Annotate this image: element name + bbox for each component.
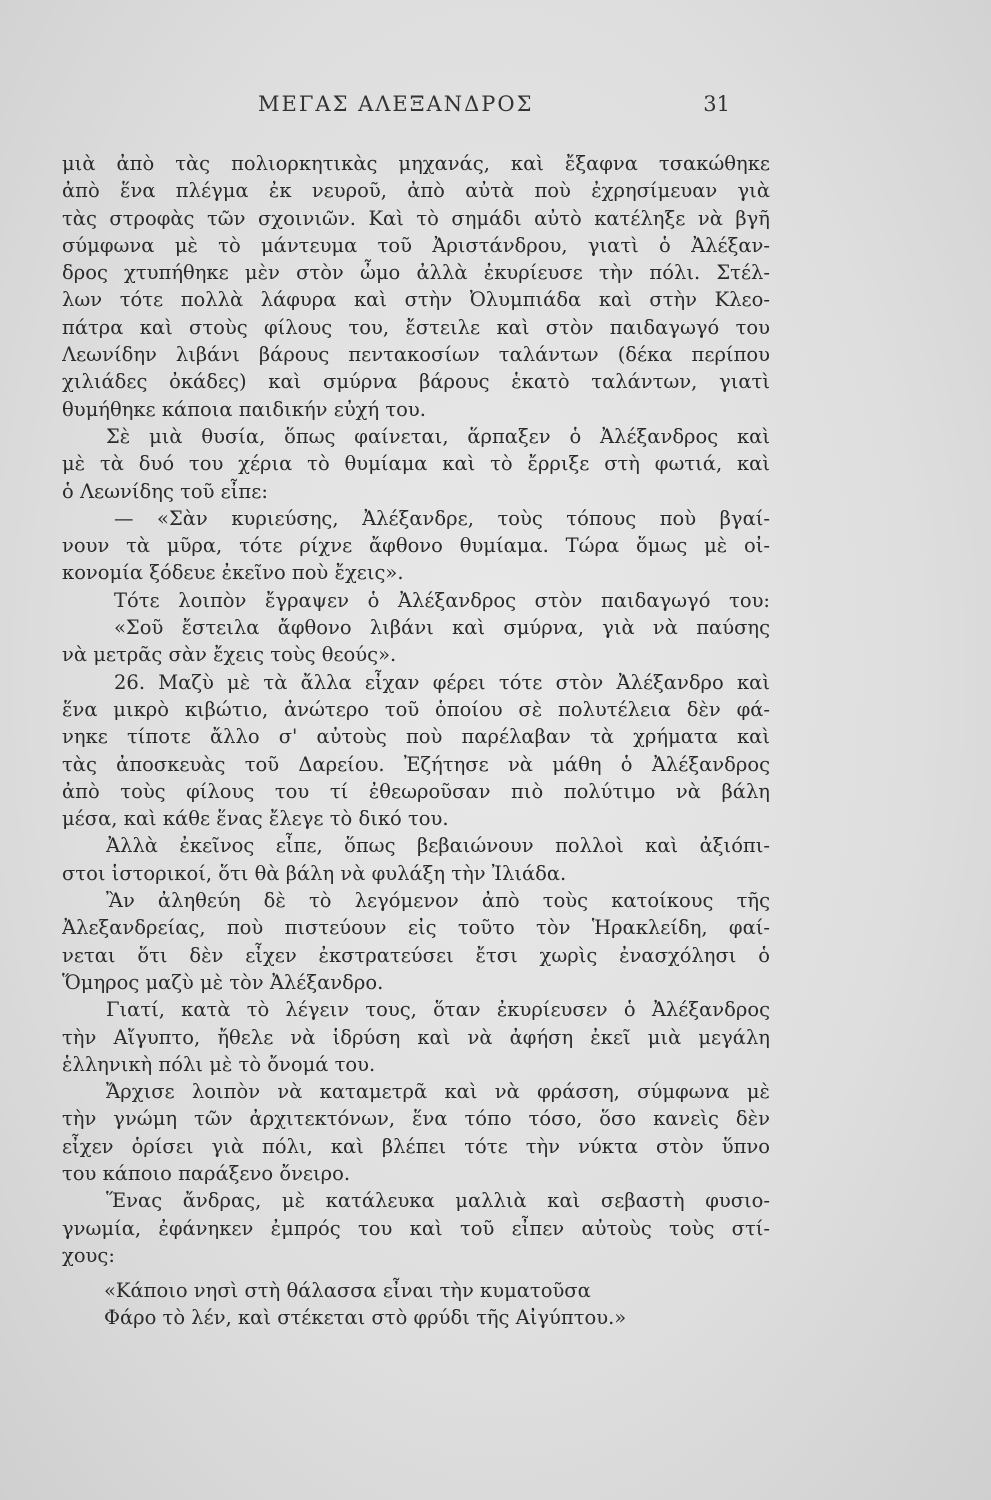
text-line: Ἕνας ἄνδρας, μὲ κατάλευκα μαλλιὰ καὶ σεβαστὴ φυσιο- — [106, 1189, 770, 1213]
text-line: Γιατί, κατὰ τὸ λέγειν τους, ὅταν ἐκυρίευσεν ὁ Ἀλέξανδρος — [106, 998, 770, 1022]
text-line: σύμφωνα μὲ τὸ μάντευμα τοῦ Ἀριστάνδρου, γιατὶ ὁ Ἀλέξαν- — [62, 233, 770, 257]
text-line: θυμήθηκε κάποια παιδικήν εὐχή του. — [62, 397, 426, 421]
text-line: Ἀλεξανδρείας, ποὺ πιστεύουν εἰς τοῦτο τὸν Ἡρακλείδη, φαί- — [62, 916, 770, 940]
text-line: τὰς στροφὰς τῶν σχοινιῶν. Καὶ τὸ σημάδι αὐτὸ κατέληξε νὰ βγῆ — [62, 206, 770, 230]
text-line: λων τότε πολλὰ λάφυρα καὶ στὴν Ὀλυμπιάδα καὶ στὴν Κλεο- — [62, 288, 770, 312]
verse-line: Φάρο τὸ λέν, καὶ στέκεται στὸ φρύδι τῆς Αἰγύπτου.» — [104, 1306, 627, 1330]
text-line: κονομία ξόδευε ἐκεῖνο ποὺ ἔχεις». — [62, 561, 404, 585]
text-line: Λεωνίδην λιβάνι βάρους πεντακοσίων ταλάντων (δέκα περίπου — [62, 343, 770, 367]
text-line: γνωμία, ἐφάνηκεν ἐμπρός του καὶ τοῦ εἶπεν αὐτοὺς τοὺς στί- — [62, 1216, 770, 1240]
text-line: ἀπὸ ἕνα πλέγμα ἐκ νευροῦ, ἀπὸ αὐτὰ ποὺ ἐχρησίμευαν γιὰ — [62, 179, 770, 203]
text-line: στοι ἱστορικοί, ὅτι θὰ βάλη νὰ φυλάξη τὴν Ἰλιάδα. — [62, 861, 567, 885]
text-line: πάτρα καὶ στοὺς φίλους του, ἔστειλε καὶ στὸν παιδαγωγό του — [62, 315, 770, 339]
text-line: χιλιάδες ὀκάδες) καὶ σμύρνα βάρους ἑκατὸ ταλάντων, γιατὶ — [62, 370, 770, 394]
text-line: ἑλληνικὴ πόλι μὲ τὸ ὄνομά του. — [62, 1052, 376, 1076]
text-line: Ἄρχισε λοιπὸν νὰ καταμετρᾶ καὶ νὰ φράσση, σύμφωνα μὲ — [106, 1080, 770, 1104]
text-line: Ἀλλὰ ἐκεῖνος εἶπε, ὅπως βεβαιώνουν πολλοὶ καὶ ἀξιόπι- — [106, 834, 770, 858]
text-line: 26. Μαζὺ μὲ τὰ ἄλλα εἶχαν φέρει τότε στὸν Ἀλέξανδρο καὶ — [114, 670, 770, 694]
text-line: Σὲ μιὰ θυσία, ὅπως φαίνεται, ἅρπαξεν ὁ Ἀλέξανδρος καὶ — [106, 424, 770, 448]
text-line: νεται ὅτι δὲν εἶχεν ἐκστρατεύσει ἔτσι χωρὶς ἐνασχόλησι ὁ — [62, 943, 770, 967]
page-number: 31 — [703, 92, 730, 116]
text-line: Ὅμηρος μαζὺ μὲ τὸν Ἀλέξανδρο. — [62, 970, 384, 994]
text-line: μὲ τὰ δυό του χέρια τὸ θυμίαμα καὶ τὸ ἔρριξε στὴ φωτιά, καὶ — [62, 452, 770, 476]
text-line: ἀπὸ τοὺς φίλους του τί ἐθεωροῦσαν πιὸ πολύτιμο νὰ βάλη — [62, 779, 770, 803]
text-line: μέσα, καὶ κάθε ἕνας ἔλεγε τὸ δικό του. — [62, 807, 449, 831]
text-line: μιὰ ἀπὸ τὰς πολιορκητικὰς μηχανάς, καὶ ἔξαφνα τσακώθηκε — [62, 152, 770, 175]
text-line: Ἂν ἀληθεύη δὲ τὸ λεγόμενον ἀπὸ τοὺς κατοίκους τῆς — [106, 889, 770, 913]
text-line: Τότε λοιπὸν ἔγραψεν ὁ Ἀλέξανδρος στὸν παιδαγωγό του: — [114, 588, 770, 612]
text-line: χους: — [62, 1243, 115, 1267]
text-line: τὴν Αἴγυπτο, ἤθελε νὰ ἱδρύση καὶ νὰ ἀφήση ἐκεῖ μιὰ μεγάλη — [62, 1025, 770, 1049]
text-line: «Σοῦ ἔστειλα ἄφθονο λιβάνι καὶ σμύρνα, γιὰ νὰ παύσης — [114, 616, 770, 640]
text-line: νηκε τίποτε ἄλλο σ' αὐτοὺς ποὺ παρέλαβαν τὰ χρήματα καὶ — [62, 725, 770, 749]
text-line: τὰς ἀποσκευὰς τοῦ Δαρείου. Ἐζήτησε νὰ μάθη ὁ Ἀλέξανδρος — [62, 752, 770, 776]
verse-line: «Κάποιο νησὶ στὴ θάλασσα εἶναι τὴν κυματοῦσα — [104, 1279, 591, 1303]
running-title: ΜΕΓΑΣ ΑΛΕΞΑΝΔΡΟΣ — [258, 92, 534, 116]
text-line: τὴν γνώμη τῶν ἀρχιτεκτόνων, ἕνα τόπο τόσο, ὅσο κανεὶς δὲν — [62, 1107, 770, 1131]
text-line: νὰ μετρᾶς σὰν ἔχεις τοὺς θεούς». — [62, 643, 397, 667]
verse-gap — [62, 1269, 770, 1277]
text-line: εἶχεν ὁρίσει γιὰ πόλι, καὶ βλέπει τότε τὴν νύκτα στὸν ὕπνο — [62, 1134, 770, 1158]
text-line: ὁ Λεωνίδης τοῦ εἶπε: — [62, 479, 268, 503]
running-header — [250, 92, 730, 128]
text-line: δρος χτυπήθηκε μὲν στὸν ὦμο ἀλλὰ ἐκυρίευσε τὴν πόλι. Στέλ- — [62, 261, 770, 285]
text-line: νουν τὰ μῦρα, τότε ρίχνε ἄφθονο θυμίαμα. Τώρα ὅμως μὲ οἰ- — [62, 534, 770, 558]
text-line: ἕνα μικρὸ κιβώτιο, ἀνώτερο τοῦ ὁποίου σὲ πολυτέλεια δὲν φά- — [62, 697, 770, 721]
page-body — [62, 150, 770, 1332]
text-line: — «Σὰν κυριεύσης, Ἀλέξανδρε, τοὺς τόπους ποὺ βγαί- — [114, 506, 770, 530]
text-line: του κάποιο παράξενο ὄνειρο. — [62, 1161, 351, 1185]
